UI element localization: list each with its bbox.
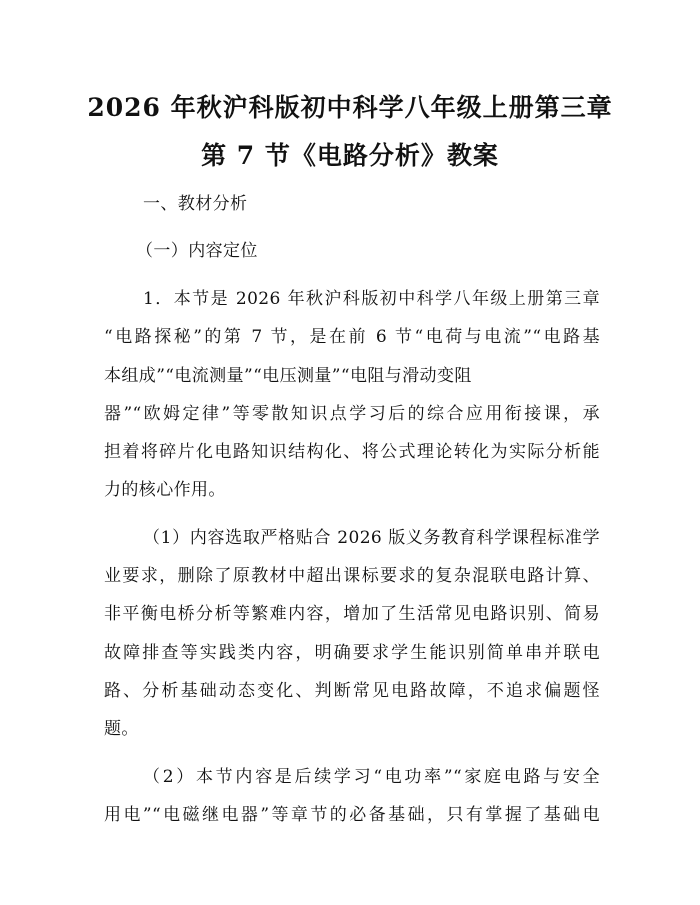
- paragraph-1-line-5: 担着将碎片化电路知识结构化、将公式理论转化为实际分析能: [104, 442, 600, 462]
- paragraph-1-line-4: 器”“欧姆定律”等零散知识点学习后的综合应用衔接课，承: [104, 404, 600, 424]
- paragraph-3-line-2: 用电”“电磁继电器”等章节的必备基础，只有掌握了基础电: [104, 805, 600, 825]
- section-heading: 一、教材分析: [143, 194, 248, 214]
- paragraph-1-line-1: 1．本节是 2026 年秋沪科版初中科学八年级上册第三章: [143, 289, 600, 309]
- document-title-line-1: 2026 年秋沪科版初中科学八年级上册第三章: [87, 93, 613, 122]
- paragraph-2-line-6: 题。: [104, 719, 139, 739]
- paragraph-1-line-2: “电路探秘”的第 7 节，是在前 6 节“电荷与电流”“电路基: [104, 327, 600, 347]
- paragraph-2-line-4: 故障排查等实践类内容，明确要求学生能识别简单串并联电: [104, 643, 600, 663]
- paragraph-3-line-1: （2）本节内容是后续学习“电功率”“家庭电路与安全: [143, 767, 600, 787]
- paragraph-2-line-2: 业要求，删除了原教材中超出课标要求的复杂混联电路计算、: [104, 566, 600, 586]
- paragraph-2-line-1: （1）内容选取严格贴合 2026 版义务教育科学课程标准学: [143, 528, 600, 548]
- subsection-heading: （一）内容定位: [136, 241, 258, 261]
- paragraph-2-line-3: 非平衡电桥分析等繁难内容，增加了生活常见电路识别、简易: [104, 604, 600, 624]
- document-title-line-2: 第 7 节《电路分析》教案: [201, 141, 499, 170]
- paragraph-2-line-5: 路、分析基础动态变化、判断常见电路故障，不追求偏题怪: [104, 681, 600, 701]
- paragraph-1-line-3: 本组成”“电流测量”“电压测量”“电阻与滑动变阻: [104, 366, 472, 386]
- paragraph-1-line-6: 力的核心作用。: [104, 480, 226, 500]
